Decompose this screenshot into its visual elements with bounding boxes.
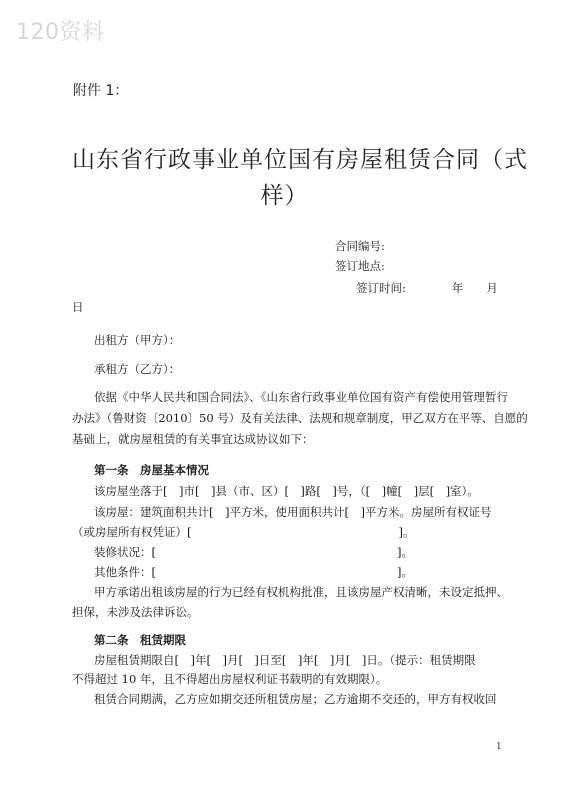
- sign-time-label: 签订时间: 年 月: [356, 281, 498, 295]
- other-conditions-label: 其他条件：[: [94, 565, 156, 579]
- intro-line-2: 办法》（鲁财资〔2010〕50 号）及有关法律、法规和规章制度，甲乙双方在平等、自愿的: [72, 411, 528, 425]
- article-1-title: 第一条 房屋基本情况: [94, 463, 209, 477]
- decoration-status-label: 装修状况：[: [94, 545, 156, 559]
- other-conditions-close: ]。: [397, 565, 413, 579]
- article-1-line-2: 该房屋：建筑面积共计[ ]平方米，使用面积共计[ ]平方米。房屋所有权证号: [94, 505, 492, 519]
- document-title-line-2: 样）: [260, 183, 309, 209]
- sign-place-label: 签订地点:: [335, 259, 385, 273]
- attachment-label: 附件 1：: [73, 83, 129, 99]
- sign-day-label: 日: [72, 300, 84, 314]
- article-2-line-3: 租赁合同期满，乙方应如期交还所租赁房屋；乙方逾期不交还的，甲方有权收回: [94, 692, 497, 706]
- article-2-line-2: 不得超过 10 年，且不得超出房屋权利证书载明的有效期限）。: [72, 672, 388, 686]
- watermark: 120资料: [16, 20, 105, 45]
- article-1-line-7: 担保，未涉及法律诉讼。: [72, 605, 199, 619]
- intro-line-1: 依据《中华人民共和国合同法》、《山东省行政事业单位国有资产有偿使用管理暂行: [94, 390, 508, 404]
- intro-line-3: 基础上，就房屋租赁的有关事宜达成协议如下：: [72, 432, 314, 446]
- article-2-line-1: 房屋租赁期限自[ ]年[ ]月[ ]日至[ ]年[ ]月[ ]日。（提示：租赁期限: [94, 653, 476, 667]
- decoration-status-close: ]。: [397, 545, 413, 559]
- article-1-line-6: 甲方承诺出租该房屋的行为已经有权机构批准，且该房屋产权清晰，未设定抵押、: [94, 585, 508, 599]
- lessor-label: 出租方（甲方）：: [94, 333, 181, 347]
- article-1-line-3: （或房屋所有权凭证）[ ]。: [72, 525, 415, 539]
- lessee-label: 承租方（乙方）：: [94, 362, 181, 376]
- document-title-line-1: 山东省行政事业单位国有房屋租赁合同（式: [72, 147, 528, 173]
- page-number: 1: [496, 742, 502, 752]
- article-2-title: 第二条 租赁期限: [94, 633, 186, 647]
- contract-number-label: 合同编号:: [335, 239, 385, 253]
- article-1-line-1: 该房屋坐落于[ ]市[ ]县（市、区）[ ]路[ ]号，（[ ]幢[ ]层[ ]室）。: [94, 484, 479, 498]
